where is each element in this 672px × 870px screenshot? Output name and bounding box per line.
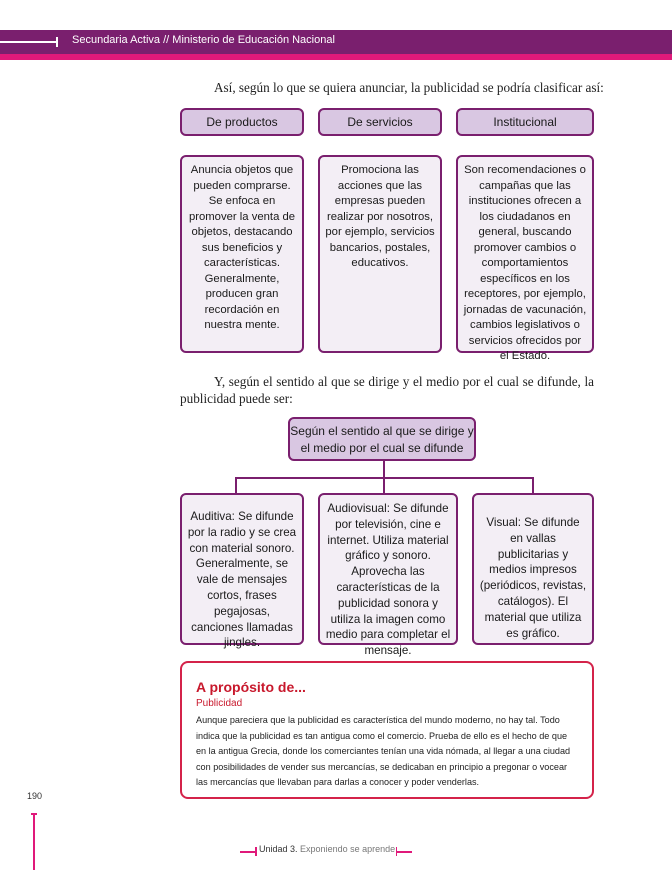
footer-subtitle: Exponiendo se aprende [300, 844, 396, 854]
diagram-root-box: Según el sentido al que se dirige y el medio por el cual se difunde [288, 417, 476, 461]
purpose-body: Aunque pareciera que la publicidad es característica del mundo moderno, no hay tal. Todo indica que la publicidad es tan antigua como el comercio. Prueba de ello es el hecho de que en la antigua Grecia, donde los comerciantes tenían una vida nómada, al llegar a una ciudad con posibilidades de vender sus mercancías, se dedicaban en principio a pregonar o vocear las mercancías que llevaban para darlas a conocer y poder venderlas. [196, 715, 571, 788]
header-decor-line [0, 41, 58, 43]
header-decor-tick [56, 37, 58, 47]
footer-decor-left-tick [255, 847, 257, 856]
purpose-subtitle: Publicidad [196, 698, 243, 709]
footer-decor-right [396, 851, 412, 853]
intro-paragraph: Así, según lo que se quiera anunciar, la publicidad se podría clasificar así: [214, 80, 604, 95]
branch-audiovisual: Audiovisual: Se difunde por televisión, cine e internet. Utiliza material gráfico y sonoro. Aprovecha las características de la publicidad sonora y utiliza la imagen como medio para completar el mensaje. [318, 493, 458, 645]
category-products-description: Anuncia objetos que pueden comprarse. Se enfoca en promover la venta de objetos, destacando sus beneficios y características. Generalmente, producen gran recordación en nuestra mente. [180, 155, 304, 353]
margin-decor-line [33, 813, 35, 870]
footer-text [259, 844, 395, 854]
category-institutional: Institucional [456, 108, 594, 136]
branch-visual: Visual: Se difunde en vallas publicitarias y medios impresos (periódicos, revistas, catálogos). El material que utiliza es gráfico. [472, 493, 594, 645]
footer-decor-left [240, 851, 256, 853]
branch-auditiva: Auditiva: Se difunde por la radio y se crea con material sonoro. Generalmente, se vale de mensajes cortos, frases pegajosas, canciones llamadas jingles. [180, 493, 304, 645]
header-accent-stripe [0, 54, 672, 60]
footer-unit: Unidad 3. [259, 844, 298, 854]
header-title: Secundaria Activa // Ministerio de Educación Nacional [72, 34, 335, 46]
second-paragraph: Y, según el sentido al que se dirige y el medio por el cual se difunde, la publicidad puede ser: [180, 374, 594, 406]
page-number: 190 [27, 791, 43, 801]
category-services: De servicios [318, 108, 442, 136]
diagram-connector-left [235, 477, 237, 493]
diagram-connector-middle [383, 477, 385, 493]
category-products: De productos [180, 108, 304, 136]
purpose-box [180, 661, 594, 799]
purpose-title: A propósito de... [196, 679, 306, 695]
category-institutional-description: Son recomendaciones o campañas que las instituciones ofrecen a los ciudadanos en general, buscando promover cambios o comportamientos específicos en los receptores, por ejemplo, jornadas de vacunación, cambios legislativos o servicios ofrecidos por el Estado. [456, 155, 594, 353]
category-services-description: Promociona las acciones que las empresas pueden realizar por nosotros, por ejemplo, servicios bancarios, postales, educativos. [318, 155, 442, 353]
diagram-connector-vertical [383, 461, 385, 478]
footer [240, 844, 412, 858]
diagram-connector-right [532, 477, 534, 493]
